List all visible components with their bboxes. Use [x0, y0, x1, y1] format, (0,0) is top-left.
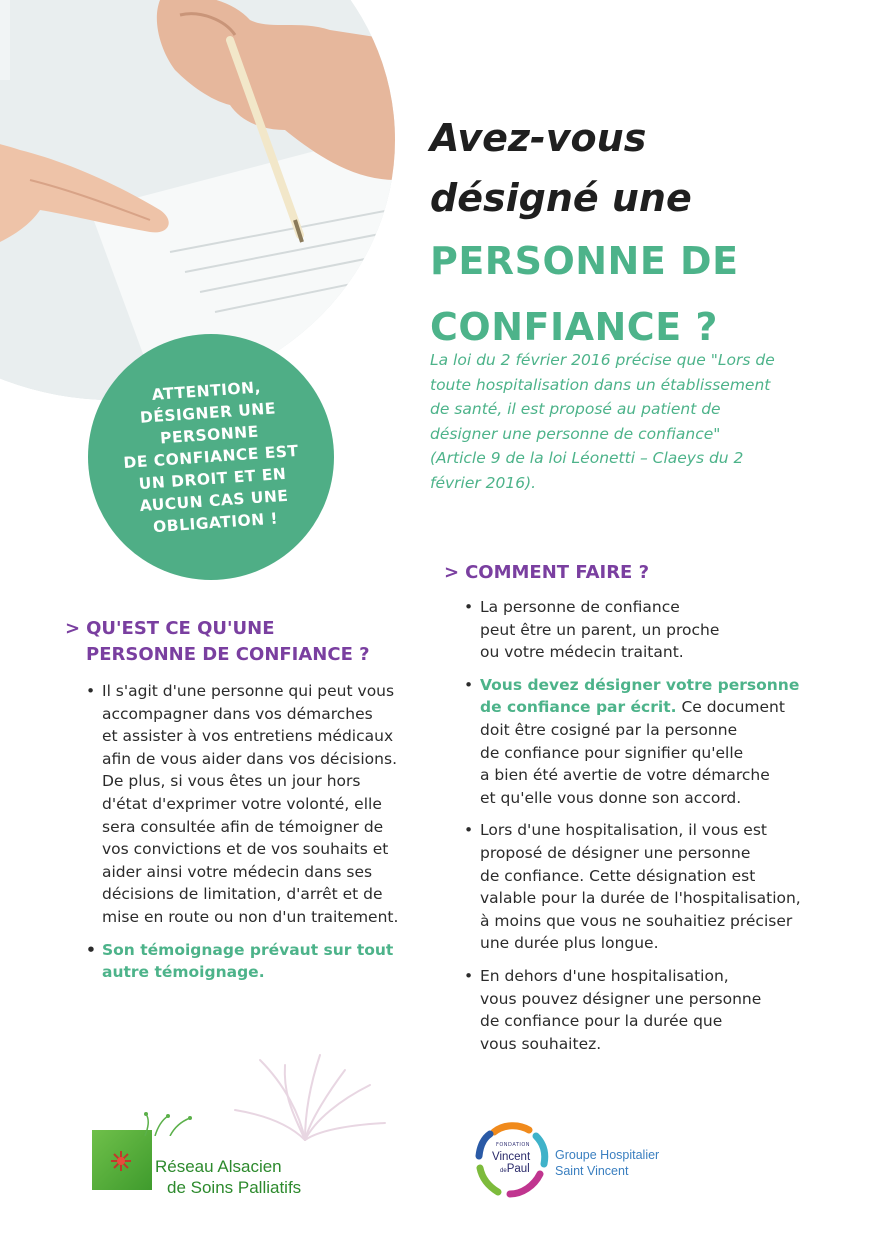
bullet-icon: •: [464, 966, 474, 985]
list-item-text: En dehors d'une hospitalisation, vous pouvez désigner une personne de confiance pour la durée que vous souhaitez.: [480, 966, 762, 1053]
vincent-label: Vincent: [492, 1151, 531, 1163]
chevron-right-icon: >: [65, 618, 81, 639]
list-item: [86, 680, 426, 929]
list-item-text: Lors d'une hospitalisation, il vous est proposé de désigner une personne de confiance. Cette désignation est valable pour la durée de l'hospitalisation, à moins que vous ne souhaitiez préciser une durée plus longue.: [480, 821, 801, 953]
bullet-icon: •: [464, 821, 474, 840]
rasp-line-1: Réseau Alsacien: [155, 1157, 282, 1176]
title-line-1: Avez-vous: [430, 116, 647, 160]
what-is-list: [86, 680, 426, 994]
list-item-text: Il s'agit d'une personne qui peut vous accompagner dans vos démarches et assister à vos entretiens médicaux afin de vous aider dans vos décisions. De plus, si vous êtes un jour hors d'état d'exprimer votre volonté, elle sera consultée afin de témoigner de vos convictions et de vos souhaits et aider ainsi votre médecin dans ses décisions de limitation, d'arrêt et de mise en route ou non d'un traitement.: [102, 682, 399, 926]
chevron-right-icon: >: [444, 562, 460, 583]
ghsv-line-2: Saint Vincent: [555, 1164, 629, 1178]
list-item: [464, 674, 814, 810]
section-heading-line-1: QU'EST CE QU'UNE: [86, 618, 275, 639]
rasp-line-2: de Soins Palliatifs: [167, 1178, 302, 1197]
page-title: [430, 108, 850, 360]
list-item-text: Son témoignage prévaut sur tout autre témoignage.: [102, 940, 394, 982]
section-heading-line-2: PERSONNE DE CONFIANCE ?: [86, 644, 370, 665]
section-heading-what-is: [65, 616, 425, 668]
bullet-icon: •: [464, 598, 474, 616]
sprig-icon: [140, 1110, 200, 1136]
flower-icon: [110, 1150, 132, 1172]
attention-badge-text: ATTENTION, DÉSIGNER UNE PERSONNE DE CONFIANCE EST UN DROIT ET EN AUCUN CAS UNE OBLIGATION !: [122, 378, 300, 537]
list-item: [464, 596, 814, 664]
rasp-logo: [92, 1110, 362, 1200]
ghsv-logo: [474, 1122, 694, 1202]
title-line-4: CONFIANCE ?: [430, 305, 718, 349]
bullet-icon: •: [86, 682, 96, 700]
paul-label: [500, 1163, 530, 1177]
intro-paragraph: La loi du 2 février 2016 précise que "Lors de toute hospitalisation dans un établissement de santé, il est proposé au patient de désigner une personne de confiance" (Article 9 de la loi Léonetti – Claeys du 2 février 2016).: [430, 351, 775, 492]
section-heading-how-to: [444, 560, 824, 586]
paul-text: Paul: [506, 1163, 530, 1175]
attention-badge: [88, 334, 334, 580]
fondation-label: FONDATION: [496, 1142, 531, 1148]
list-item-highlight: Vous devez désigner votre personne de confiance par écrit.: [480, 675, 800, 717]
de-label: de: [500, 1168, 507, 1174]
title-line-2: désigné une: [430, 176, 692, 220]
list-item: [464, 819, 814, 955]
bullet-icon: •: [464, 675, 474, 694]
list-item: [464, 965, 814, 1055]
section-heading-text: COMMENT FAIRE ?: [465, 562, 650, 583]
list-item: [86, 939, 426, 984]
list-item-text: La personne de confiance peut être un parent, un proche ou votre médecin traitant.: [480, 598, 720, 662]
ghsv-line-1: Groupe Hospitalier: [555, 1148, 660, 1162]
rasp-logo-text: [155, 1156, 301, 1198]
how-to-list: [464, 596, 814, 1065]
list-item-text: Ce document doit être cosigné par la personne de confiance pour signifier qu'elle a bien été avertie de votre démarche et qu'elle vous donne son accord.: [480, 698, 785, 807]
title-line-3: PERSONNE DE: [430, 239, 739, 283]
ghsv-logo-text: [555, 1147, 659, 1179]
bullet-icon: •: [86, 940, 96, 959]
